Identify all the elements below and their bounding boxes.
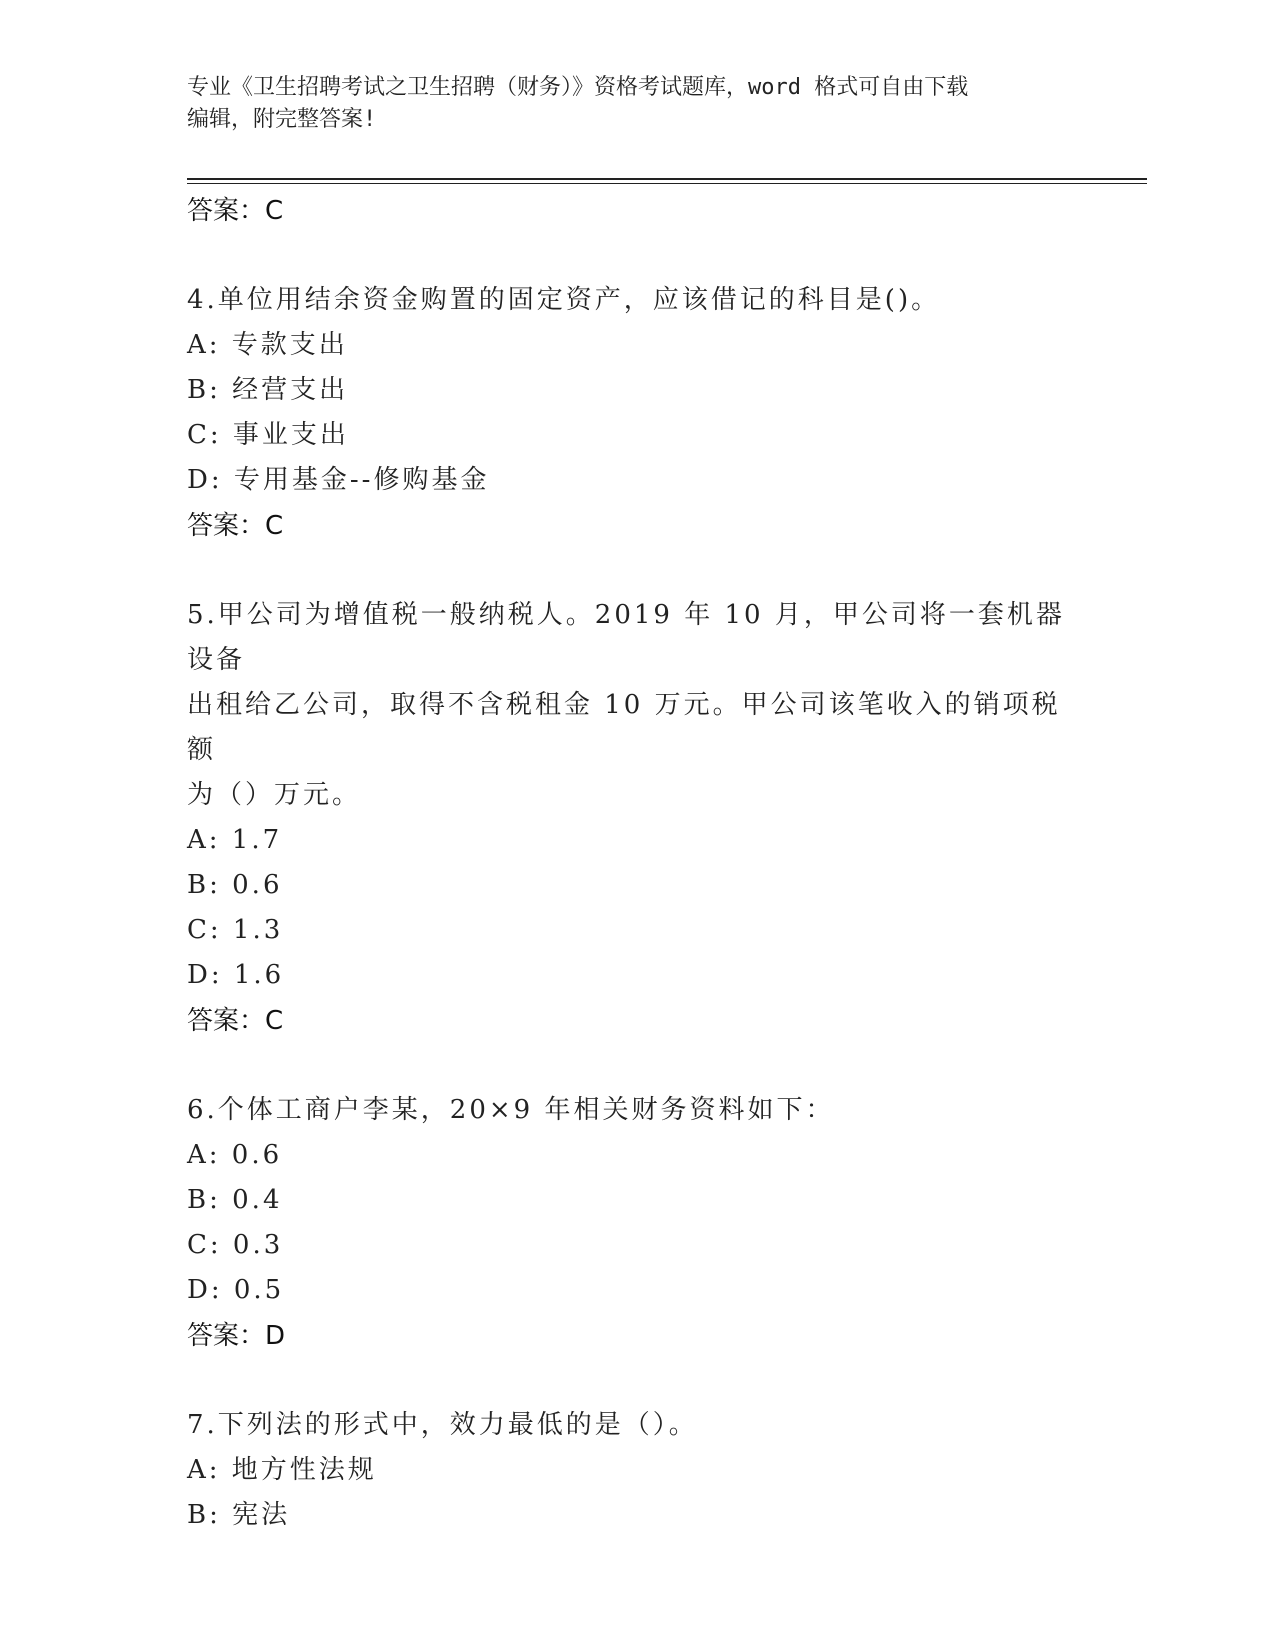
question-5 — [187, 593, 1087, 1044]
option-b: B: 宪法 — [187, 1500, 291, 1530]
spacer — [187, 1044, 1087, 1088]
option-a: A: 地方性法规 — [187, 1455, 377, 1485]
header-divider-thick — [187, 178, 1147, 180]
question-7 — [187, 1403, 1087, 1538]
question-4 — [187, 278, 1087, 549]
option-c: C: 1.3 — [187, 915, 284, 945]
question-stem: 4.单位用结余资金购置的固定资产，应该借记的科目是()。 — [187, 285, 941, 315]
answer-line: 答案：C — [187, 196, 284, 226]
spacer — [187, 1359, 1087, 1403]
option-c: C: 事业支出 — [187, 420, 349, 450]
answer-line: 答案：D — [187, 1321, 286, 1351]
question-stem-line-2: 出租给乙公司，取得不含税租金 10 万元。甲公司该笔收入的销项税额 — [187, 690, 1061, 765]
option-a: A: 0.6 — [187, 1140, 283, 1170]
question-stem-line-1: 5.甲公司为增值税一般纳税人。2019 年 10 月，甲公司将一套机器设备 — [187, 600, 1065, 675]
question-list — [187, 188, 1087, 1538]
header-line-2: 编辑，附完整答案! — [187, 107, 377, 132]
question-stem: 6.个体工商户李某，20×9 年相关财务资料如下： — [187, 1095, 835, 1125]
option-c: C: 0.3 — [187, 1230, 284, 1260]
document-header — [187, 72, 1067, 136]
header-line-1: 专业《卫生招聘考试之卫生招聘（财务）》资格考试题库，word 格式可自由下载 — [187, 75, 969, 100]
option-a: A: 专款支出 — [187, 330, 348, 360]
option-d: D: 专用基金--修购基金 — [187, 465, 490, 495]
answer-line: 答案：C — [187, 511, 284, 541]
option-b: B: 经营支出 — [187, 375, 349, 405]
option-b: B: 0.4 — [187, 1185, 283, 1215]
question-stem-line-3: 为（）万元。 — [187, 780, 362, 810]
option-d: D: 0.5 — [187, 1275, 285, 1305]
option-d: D: 1.6 — [187, 960, 285, 990]
question-stem: 7.下列法的形式中，效力最低的是（）。 — [187, 1410, 698, 1440]
spacer — [187, 549, 1087, 593]
header-divider-thin — [187, 183, 1147, 184]
spacer — [187, 234, 1087, 278]
option-b: B: 0.6 — [187, 870, 283, 900]
option-a: A: 1.7 — [187, 825, 283, 855]
question-6 — [187, 1088, 1087, 1359]
answer-line: 答案：C — [187, 1006, 284, 1036]
